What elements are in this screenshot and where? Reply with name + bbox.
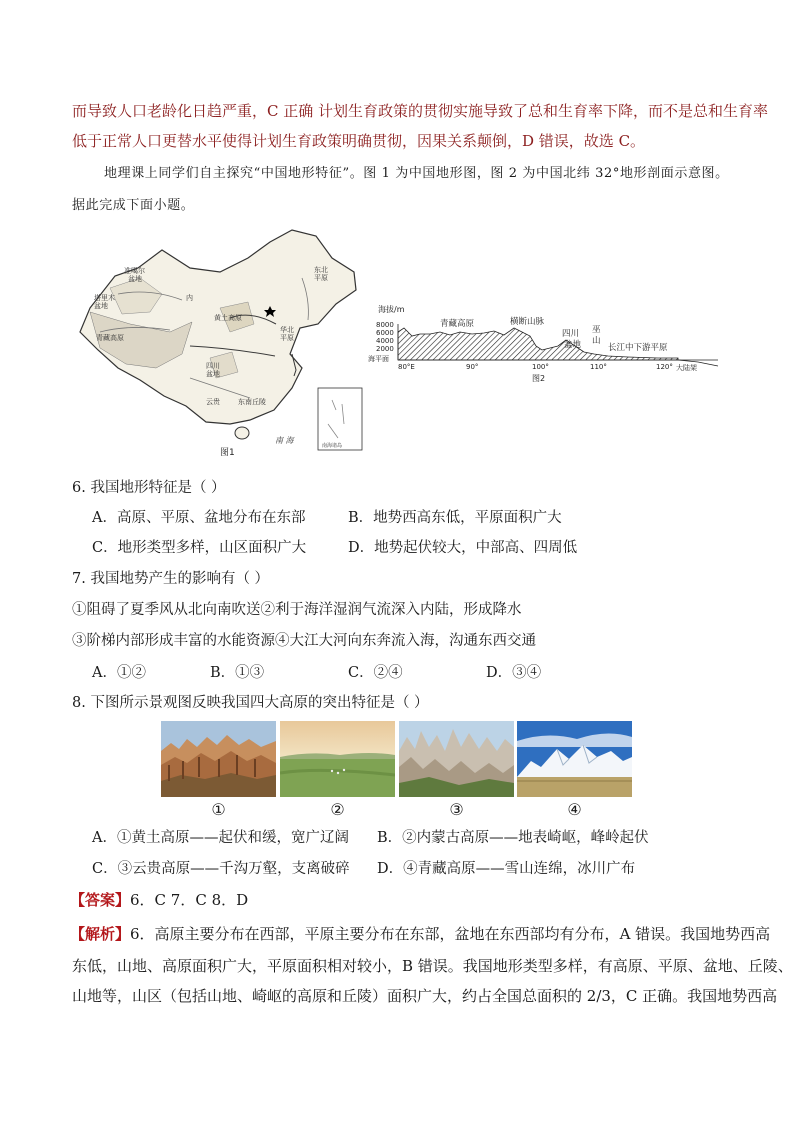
map-label-nanhai: 南 海: [275, 436, 294, 445]
profile-y-tick: 2000: [376, 345, 394, 353]
profile-y-tick: 4000: [376, 337, 394, 345]
terrain-profile-32n: [368, 300, 730, 390]
landscape-photo-2: [280, 721, 395, 797]
q7-statements-2: ③阶梯内部形成丰富的水能资源④大江大河向东奔流入海，沟通东西交通: [72, 633, 536, 649]
map-label-inset: 南海诸岛: [322, 443, 343, 449]
map-label-junggar: 准噶尔盆地: [124, 267, 145, 283]
profile-label-sichuan: 四川盆地: [562, 329, 582, 350]
figure-1-caption: 图1: [220, 448, 235, 458]
q8-stem: 8. 下图所示景观图反映我国四大高原的突出特征是（ ）: [72, 695, 429, 711]
map-label-neimeng: 内: [186, 294, 193, 302]
profile-label-wushan: 巫山: [592, 325, 601, 346]
profile-y-title: 海拔/m: [378, 305, 405, 314]
figure-2-caption: 图2: [532, 374, 546, 383]
profile-label-changjiang: 长江中下游平原: [608, 343, 668, 353]
q6-option-a[interactable]: A．高原、平原、盆地分布在东部: [92, 510, 306, 526]
profile-x-tick: 120°: [656, 363, 673, 371]
profile-y-tick: 8000: [376, 321, 394, 329]
answer-text: 6．C 7．C 8．D: [130, 891, 249, 909]
q7-stem: 7. 我国地势产生的影响有（ ）: [72, 571, 270, 587]
photo-label-3: ③: [449, 800, 464, 819]
answer-tag: 【答案】: [70, 891, 131, 909]
landscape-photo-3: [399, 721, 514, 797]
china-topographic-map: [70, 228, 370, 460]
q6-option-c[interactable]: C．地形类型多样，山区面积广大: [92, 540, 307, 556]
analysis-tag: 【解析】: [70, 925, 131, 943]
q7-option-b[interactable]: B．①③: [210, 665, 265, 681]
profile-x-tick: 100°: [532, 363, 549, 371]
landscape-photo-4: [517, 721, 632, 797]
profile-x-ticks: [398, 363, 673, 371]
map-label-sichuan: 四川盆地: [206, 362, 220, 378]
profile-x-tick: 80°E: [398, 363, 415, 371]
q8-option-b[interactable]: B．②内蒙古高原——地表崎岖，峰岭起伏: [377, 830, 649, 846]
map-label-huabei: 华北平原: [280, 326, 294, 342]
map-label-tarim: 塔里木盆地: [94, 294, 115, 310]
map-label-yungui: 云贵: [206, 398, 220, 406]
map-label-dongbei: 东北平原: [314, 266, 328, 282]
q6-option-b[interactable]: B．地势西高东低，平原面积广大: [348, 510, 562, 526]
q7-option-c[interactable]: C．②④: [348, 665, 403, 681]
profile-y-tick: 6000: [376, 329, 394, 337]
profile-y-tick: 海平面: [368, 355, 389, 363]
q8-option-d[interactable]: D．④青藏高原——雪山连绵，冰川广布: [377, 861, 636, 877]
photo-label-1: ①: [211, 800, 226, 819]
intro-line-2: 据此完成下面小题。: [72, 198, 195, 213]
analysis-line-3: 山地等，山区（包括山地、崎岖的高原和丘陵）面积广大，约占全国总面积的 2/3，C 正确。我国地势西高: [72, 987, 778, 1005]
intro-line-1: 地理课上同学们自主探究“中国地形特征”。图 1 为中国地形图，图 2 为中国北纬 32°地形剖面示意图。: [104, 166, 729, 181]
profile-x-tick: 110°: [590, 363, 607, 371]
profile-label-qingzang: 青藏高原: [440, 319, 475, 329]
prev-explanation-line-2: 低于正常人口更替水平使得计划生育政策明确贯彻，因果关系颠倒，D 错误，故选 C。: [72, 132, 646, 150]
profile-x-tick: 90°: [466, 363, 479, 371]
map-label-qingzang: 青藏高原: [96, 334, 124, 342]
analysis-text-1: 6．高原主要分布在西部，平原主要分布在东部，盆地在东西部均有分布，A 错误。我国地势西高: [130, 925, 771, 943]
q6-stem: 6. 我国地形特征是（ ）: [72, 480, 226, 496]
analysis-line-2: 东低，山地、高原面积广大，平原面积相对较小，B 错误。我国地形类型多样，有高原、平原、盆地、丘陵、: [72, 957, 793, 975]
photo-label-2: ②: [330, 800, 345, 819]
profile-label-shelf: 大陆架: [676, 364, 697, 372]
q8-option-a[interactable]: A．①黄土高原——起伏和缓，宽广辽阔: [92, 830, 349, 846]
photo-label-4: ④: [567, 800, 582, 819]
map-label-huangtu: 黄土高原: [214, 314, 242, 322]
map-label-dongnan: 东南丘陵: [238, 398, 266, 406]
profile-label-hengduan: 横断山脉: [510, 317, 545, 327]
profile-y-ticks: [368, 321, 394, 363]
q8-option-c[interactable]: C．③云贵高原——千沟万壑，支离破碎: [92, 861, 350, 877]
answer-line: [70, 890, 248, 910]
q6-option-d[interactable]: D．地势起伏较大，中部高、四周低: [348, 540, 578, 556]
q7-option-d[interactable]: D．③④: [486, 665, 542, 681]
analysis-line-1: [70, 924, 770, 944]
prev-explanation-line-1: 而导致人口老龄化日趋严重，C 正确 计划生育政策的贯彻实施导致了总和生育率下降，而不是总和生育率: [72, 102, 769, 120]
q7-option-a[interactable]: A．①②: [92, 665, 146, 681]
q7-statements-1: ①阻碍了夏季风从北向南吹送②利于海洋湿润气流深入内陆，形成降水: [72, 602, 522, 618]
landscape-photo-1: [161, 721, 276, 797]
